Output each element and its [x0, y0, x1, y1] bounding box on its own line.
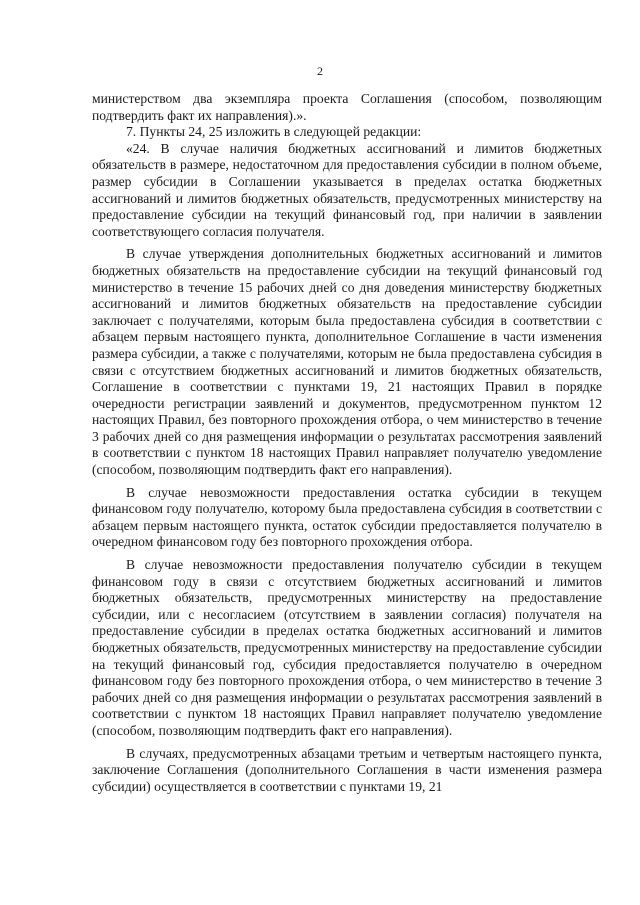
paragraph-continuation: министерством два экземпляра проекта Соглашения (способом, позволяющим подтвердить факт их направления).». — [92, 91, 602, 123]
paragraph-remaining-subsidy: В случае невозможности предоставления остатка субсидии в текущем финансовом году получателю, которому была предоставлена субсидия в соответствии с абзацем первым настоящего пункта, остаток субсидии предоставляется получателю в очередном финансовом году без повторного прохождения отбора. — [92, 484, 602, 550]
page-number: 2 — [317, 64, 323, 78]
document-body — [92, 91, 602, 795]
paragraph-agreement-conclusion: В случаях, предусмотренных абзацами третьим и четвертым настоящего пункта, заключение Соглашения (дополнительного Соглашения в части изменения размера субсидии) осуществляется в соответствии с пунктами 19, 21 — [92, 745, 602, 794]
paragraph-item-7: 7. Пункты 24, 25 изложить в следующей редакции: — [126, 124, 422, 140]
paragraph-clause-24: «24. В случае наличия бюджетных ассигнований и лимитов бюджетных обязательств в размере, недостаточном для предоставления субсидии в полном объеме, размер субсидии в Соглашении указывается в пределах остатка бюджетных ассигнований и лимитов бюджетных обязательств, предусмотренных министерству на предоставление субсидии на текущий финансовый год, при наличии в заявлении соответствующего согласия получателя. — [92, 140, 602, 239]
paragraph-impossibility: В случае невозможности предоставления получателю субсидии в текущем финансовом году в связи с отсутствием бюджетных ассигнований и лимитов бюджетных обязательств, предусмотренных министерству на предоставление субсидии, или с несогласием (отсутствием в заявлении согласия) получателя на предоставление субсидии в пределах остатка бюджетных ассигнований и лимитов бюджетных обязательств, предусмотренных министерству на предоставление субсидии на текущий финансовый год, субсидия предоставляется получателю в очередном финансовом году без повторного прохождения отбора, о чем министерство в течение 3 рабочих дней со дня размещения информации о результатах рассмотрения заявлений в соответствии с пунктом 18 настоящих Правил направляет получателю уведомление (способом, позволяющим подтвердить факт его направления). — [92, 557, 602, 738]
paragraph-additional-allocations: В случае утверждения дополнительных бюджетных ассигнований и лимитов бюджетных обязательств на предоставление субсидии на текущий финансовый год министерство в течение 15 рабочих дней со дня доведения министерству бюджетных ассигнований и лимитов бюджетных обязательств на предоставление субсидии заключает с получателями, которым была предоставлена субсидия в соответствии с абзацем первым настоящего пункта, дополнительное Соглашение в части изменения размера субсидии, а также с получателями, которым не была предоставлена субсидия в связи с отсутствием бюджетных ассигнований и лимитов бюджетных обязательств, Соглашение в соответствии с пунктами 19, 21 настоящих Правил в порядке очередности регистрации заявлений и документов, предусмотренном пунктом 12 настоящих Правил, без повторного прохождения отбора, о чем министерство в течение 3 рабочих дней со дня размещения информации о результатах рассмотрения заявлений в соответствии с пунктом 18 настоящих Правил направляет получателю уведомление (способом, позволяющим подтвердить факт его направления). — [92, 246, 602, 478]
